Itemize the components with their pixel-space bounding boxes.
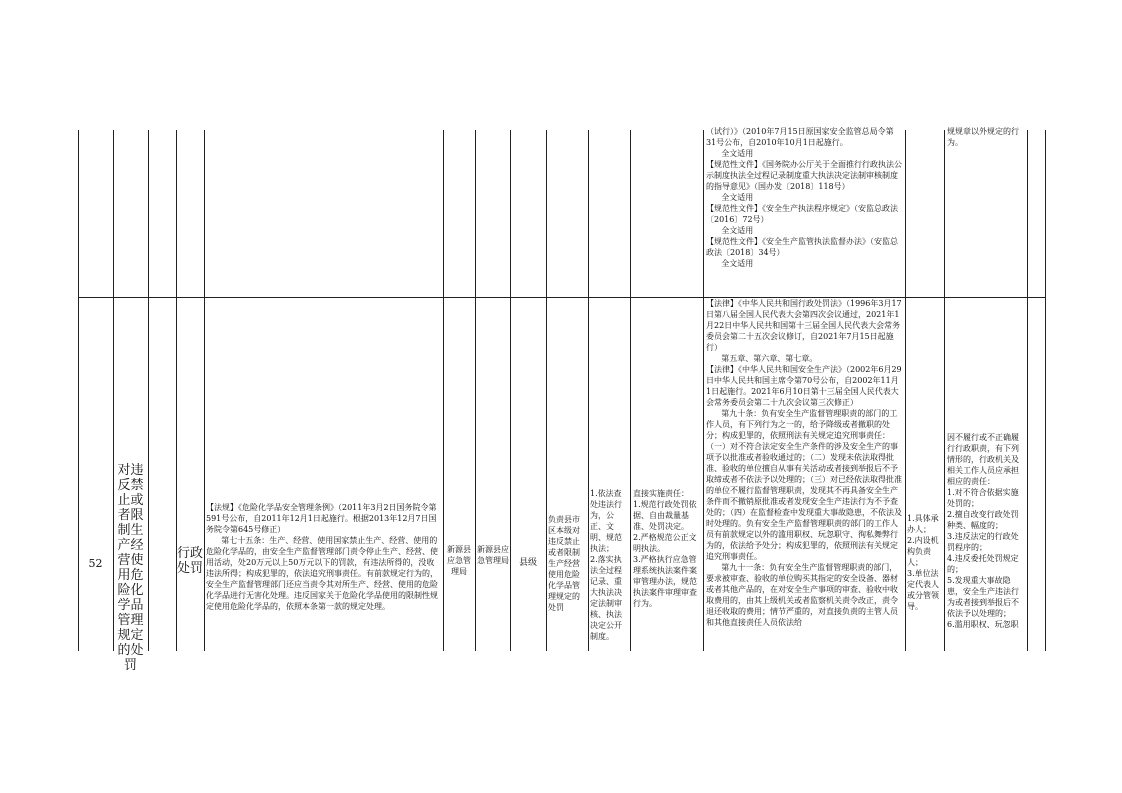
grid-line bbox=[588, 130, 589, 651]
requirements-cell: 1.依法查处违法行为，公正、文明、规范执法； 2.落实执法全过程记录、重大执法决定法制审核、执法决定公开制度。 bbox=[590, 489, 622, 641]
subject-cell: 1.具体承办人； 2.内设机构负责人； 3.单位法定代表人或分管领导。 bbox=[907, 514, 939, 611]
grid-line bbox=[475, 130, 476, 651]
accountability-cell: 因不履行或不正确履行行政职责，有下列情形的，行政机关及相关工作人员应承担相应的责任： 1.对不符合依据实施处罚的； 2.擅自改变行政处罚种类、幅度的； 3.违反法定的行政处罚程序的； 4.违反委托处罚规定的； 5.发现重大事故隐患，安全生产违法行为或者接到举报后不依法予以处理的； 6.滥用职权、玩忽职 bbox=[947, 433, 1019, 629]
grid-line bbox=[905, 130, 906, 651]
legal-basis-cell: 【法律】《中华人民共和国行政处罚法》（1996年3月17日第八届全国人民代表大会第四次会议通过，2021年1月22日中华人民共和国第十三届全国人民代表大会常务委员会第二十五次会议修订，自2021年7月15日起施行） 第五章、第六章、第七章。 【法律】《中华人民共和国安全生产法》（2002年6月29日中华人民共和国主席令第70号公布，自2002年11月1日起施行。2021年6月10日第十三届全国人民代表大会常务委员会第二十九次会议第三次修正） 第九十条：负有安全生产监督管理职责的部门的工作人员，有下列行为之一的，给予降级或者撤职的处分；构成犯罪的，依照刑法有关规定追究刑事责任：（一）对不符合法定安全生产条件的涉及安全生产的事项予以批准或者验收通过的；（二）发现未依法取得批准、验收的单位擅自从事有关活动或者接到举报后不予取缔或者不依法予以处理的；（三）对已经依法取得批准的单位不履行监督管理职责，发现其不再具备安全生产条件而不撤销原批准或者发现安全生产违法行为不予查处的；（四）在监督检查中发现重大事故隐患，不依法及时处理的。负有安全生产监督管理职责的部门的工作人员有前款规定以外的滥用职权、玩忽职守、徇私舞弊行为的，依法给予处分；构成犯罪的，依照刑法有关规定追究刑事责任。 第九十一条：负有安全生产监督管理职责的部门，要求被审查、验收的单位购买其指定的安全设备、器材或者其他产品的，在对安全生产事项的审查、验收中收取费用的，由其上级机关或者监察机关责令改正，责令退还收取的费用；情节严重的，对直接负责的主管人员和其他直接责任人员依法给 bbox=[706, 299, 902, 627]
grid-line bbox=[630, 130, 631, 651]
row-number: 52 bbox=[88, 557, 103, 570]
grid-line bbox=[148, 130, 149, 651]
implementing-body-cell: 新源县应急管理局 bbox=[447, 545, 471, 576]
level-cell: 县级 bbox=[518, 558, 537, 568]
basis-cell: 【法规】《危险化学品安全管理条例》（2011年3月2日国务院令第591号公布，自2011年12月1日起施行。根据2013年12月7日国务院令第645号修正） 第七十五条：生产、经营、使用国家禁止生产、经营、使用的危险化学品的，由安全生产监督管理部门责令停止生产、经营、使用活动，处20万元以上50万元以下的罚款，有违法所得的，没收违法所得；构成犯罪的，依法追究刑事责任。有前款规定行为的，安全生产监督管理部门还应当责令其对所生产、经营、使用的危险化学品进行无害化处理。违反国家关于危险化学品使用的限制性规定使用危险化学品的，依照本条第一款的规定处理。 bbox=[206, 503, 438, 611]
grid-line bbox=[1045, 130, 1046, 651]
duty-tail-prev-row: 规规章以外规定的行为。 bbox=[947, 127, 1019, 147]
grid-line bbox=[78, 130, 79, 651]
basis-text-prev-row: （试行）》（2010年7月15日原国家安全监管总局令第31号公布，自2010年10月1日起施行。 全文适用 【规范性文件】《国务院办公厅关于全面推行行政执法公示制度执法全过程记录制度重大执法决定法制审核制度的指导意见》（国办发〔2018〕118号） 全文适用 【规范性文件】《安全生产执法程序规定》（安监总政法〔2016〕72号） 全文适用 【规范性文件】《安全生产监管执法监督办法》（安监总政法〔2018〕34号） 全文适用 bbox=[706, 127, 902, 268]
scope-cell: 负责县市区本级对违反禁止或者限制生产经营使用危险化学品管理规定的处罚 bbox=[548, 515, 580, 612]
grid-line bbox=[703, 130, 704, 651]
grid-line bbox=[944, 130, 945, 651]
grid-line bbox=[113, 130, 114, 651]
grid-line bbox=[1027, 130, 1028, 651]
type-cell: 行政处罚 bbox=[177, 546, 204, 576]
direct-duty-cell: 直接实施责任： 1.规范行政处罚依据、自由裁量基准、处罚决定。 2.严格规范公正文明执法。 3.严格执行应急管理系统执法案件案审管理办法，规范执法案件审理审查行为。 bbox=[633, 489, 697, 608]
responsible-dept-cell: 新源县应急管理局 bbox=[477, 545, 509, 565]
item-name-cell: 对违反禁止或者限制生产经营使用危险化学品管理规定的处罚 bbox=[117, 463, 144, 673]
grid-line bbox=[204, 130, 205, 651]
grid-line bbox=[546, 130, 547, 651]
grid-line bbox=[510, 130, 511, 651]
